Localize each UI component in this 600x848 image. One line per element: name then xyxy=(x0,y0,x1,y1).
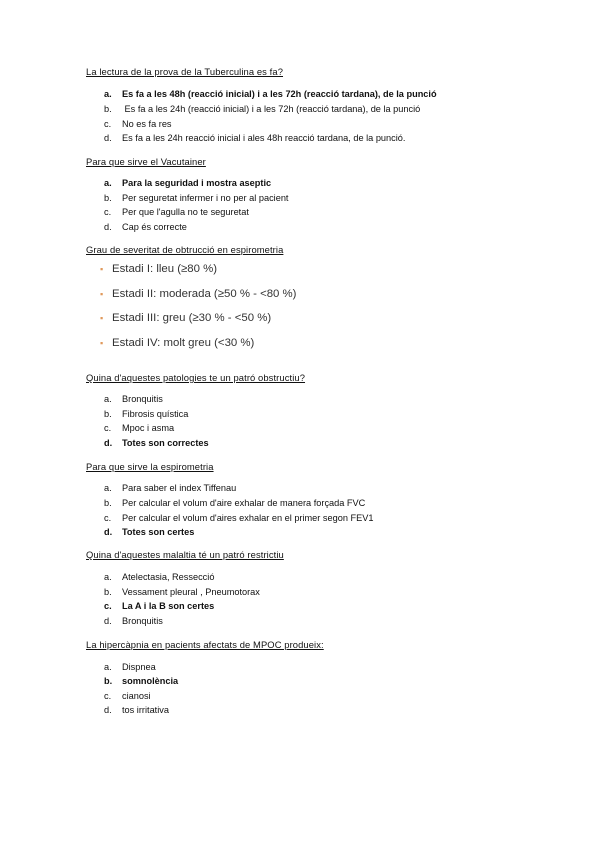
spiro-item-text: Estadi IV: molt greu (<30 %) xyxy=(112,337,255,349)
option-letter: d. xyxy=(104,705,112,715)
option-text: tos irritativa xyxy=(122,705,169,715)
option-letter: a. xyxy=(104,394,112,404)
option-letter: d. xyxy=(104,133,112,143)
option-c xyxy=(104,601,214,611)
option-letter: a. xyxy=(104,483,112,493)
bullet-icon: ▪ xyxy=(100,263,104,274)
option-letter: c. xyxy=(104,601,112,611)
option-letter: a. xyxy=(104,572,112,582)
bullet-icon: ▪ xyxy=(100,312,104,323)
option-text: Mpoc i asma xyxy=(122,423,175,433)
spiro-item-text: Estadi I: lleu (≥80 %) xyxy=(112,263,218,275)
option-a xyxy=(104,662,156,672)
option-letter: c. xyxy=(104,207,112,217)
option-a xyxy=(104,178,271,188)
option-text: Cap és correcte xyxy=(122,222,187,232)
option-d xyxy=(104,222,187,232)
option-text-post: (reacció tardana), de la punció xyxy=(301,89,437,99)
option-text: Para la seguridad i mostra aseptic xyxy=(122,178,272,188)
question-spirometry-severity: Grau de severitat de obtrucció en espirometria xyxy=(86,244,284,255)
option-a xyxy=(104,394,163,404)
option-letter: d. xyxy=(104,222,112,232)
option-letter: b. xyxy=(104,498,112,508)
question-spirometry-purpose: Para que sirve la espirometria xyxy=(86,461,214,472)
option-text: Para saber el index Tiffenau xyxy=(122,483,237,493)
option-text: Fibrosis quística xyxy=(122,409,189,419)
question-tuberculina: La lectura de la prova de la Tuberculina es fa? xyxy=(86,66,284,77)
option-text: No es fa res xyxy=(122,119,172,129)
option-text: somnolència xyxy=(122,676,179,686)
option-letter: c. xyxy=(104,691,112,701)
option-text: Per seguretat infermer i no per al pacient xyxy=(122,193,289,203)
option-a xyxy=(104,483,236,493)
option-b xyxy=(104,193,288,203)
option-d xyxy=(104,616,163,626)
option-text: La A i la B son certes xyxy=(122,601,215,611)
option-text: Dispnea xyxy=(122,662,156,672)
bullet-icon: ▪ xyxy=(100,337,104,348)
option-text: Per calcular el volum d'aire exhalar de manera forçada FVC xyxy=(122,498,366,508)
option-text: Per calcular el volum d'aires exhalar en el primer segon FEV1 xyxy=(122,513,374,523)
question-hypercapnia: La hipercàpnia en pacients afectats de MPOC produeix: xyxy=(86,639,324,650)
option-text: Es fa a les 24h (reacció inicial) i a les 72h (reacció tardana), de la punció xyxy=(122,104,421,114)
option-text: Totes son certes xyxy=(122,527,195,537)
option-letter: b. xyxy=(104,193,112,203)
spiro-item-4 xyxy=(100,337,254,349)
option-text: Bronquitis xyxy=(122,394,163,404)
option-c xyxy=(104,513,373,523)
option-text: Atelectasia, Ressecció xyxy=(122,572,215,582)
option-text: Vessament pleural , Pneumotorax xyxy=(122,587,260,597)
option-letter: c. xyxy=(104,423,112,433)
option-a xyxy=(104,572,214,582)
option-letter: b. xyxy=(104,587,112,597)
spiro-item-text: Estadi III: greu (≥30 % - <50 %) xyxy=(112,312,272,324)
option-letter: d. xyxy=(104,438,113,448)
option-text-bold: 72h xyxy=(285,89,302,99)
option-letter: c. xyxy=(104,119,112,129)
option-letter: b. xyxy=(104,676,113,686)
bullet-icon: ▪ xyxy=(100,288,104,299)
option-c xyxy=(104,207,249,217)
spiro-item-3 xyxy=(100,312,271,324)
question-obstructive-pattern: Quina d'aquestes patologies te un patró obstructiu? xyxy=(86,372,306,383)
option-b xyxy=(104,498,365,508)
option-letter: c. xyxy=(104,513,112,523)
option-b xyxy=(104,676,178,686)
option-letter: b. xyxy=(104,104,112,114)
option-text-bold: 48h xyxy=(169,89,186,99)
option-letter: a. xyxy=(104,89,112,99)
option-d xyxy=(104,438,209,448)
question-restrictive-pattern: Quina d'aquestes malaltia té un patró restrictiu xyxy=(86,549,284,560)
spiro-item-text: Estadi II: moderada (≥50 % - <80 %) xyxy=(112,288,297,300)
option-b xyxy=(104,104,420,114)
option-c xyxy=(104,691,151,701)
option-letter: d. xyxy=(104,616,112,626)
option-a xyxy=(104,89,437,99)
option-b xyxy=(104,409,188,419)
option-text-mid: (reacció inicial) i a les xyxy=(185,89,286,99)
option-text: Per que l'agulla no te seguretat xyxy=(122,207,249,217)
option-c xyxy=(104,423,174,433)
option-d xyxy=(104,705,169,715)
option-text-pre: Es fa a les xyxy=(122,89,170,99)
option-letter: d. xyxy=(104,527,113,537)
option-text: Es fa a les 24h reacció inicial i ales 48h reacció tardana, de la punció. xyxy=(122,133,406,143)
option-text: cianosi xyxy=(122,691,151,701)
option-text: Totes son correctes xyxy=(122,438,209,448)
option-letter: a. xyxy=(104,662,112,672)
option-letter: b. xyxy=(104,409,112,419)
option-text: Bronquitis xyxy=(122,616,163,626)
option-d xyxy=(104,527,194,537)
option-d xyxy=(104,133,405,143)
spiro-item-2 xyxy=(100,288,296,300)
spiro-item-1 xyxy=(100,263,217,275)
question-vacutainer: Para que sirve el Vacutainer xyxy=(86,156,206,167)
option-c xyxy=(104,119,172,129)
option-b xyxy=(104,587,260,597)
option-letter: a. xyxy=(104,178,112,188)
